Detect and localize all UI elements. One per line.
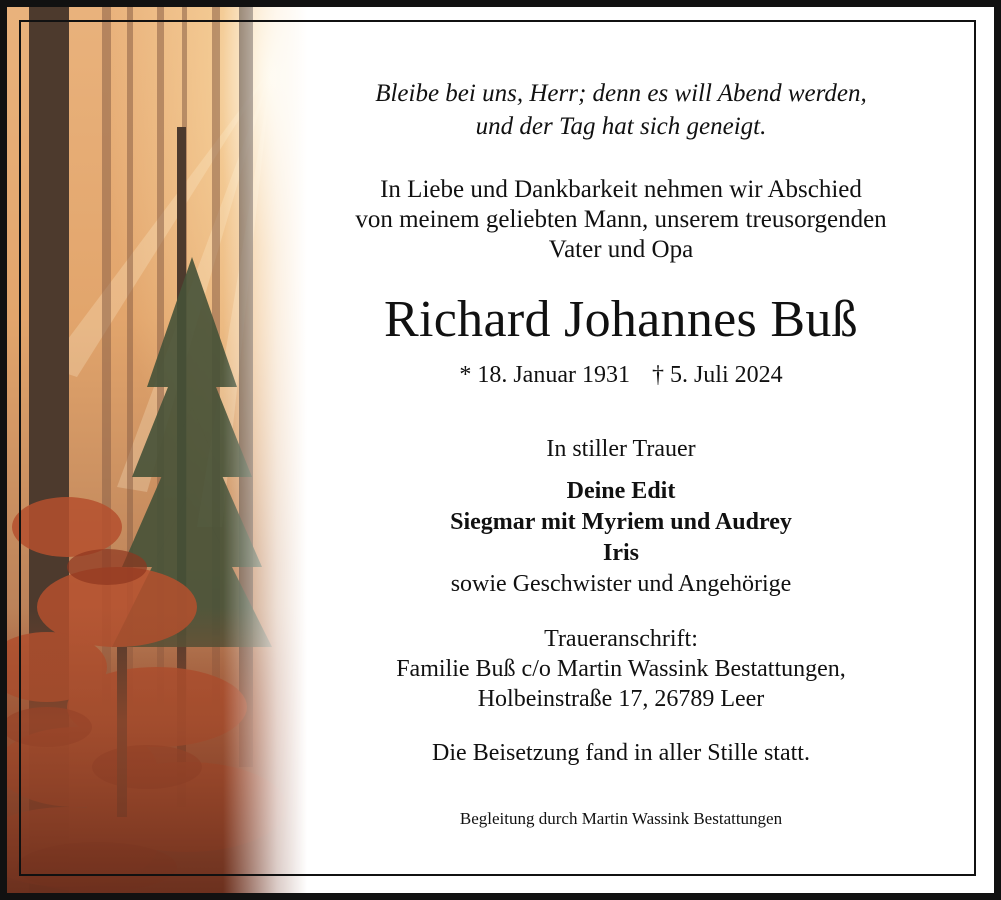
- mourners-extra: sowie Geschwister und Angehörige: [450, 571, 792, 597]
- deceased-name: Richard Johannes Buß: [384, 291, 858, 348]
- verse-line: Bleibe bei uns, Herr; denn es will Abend werden,: [375, 80, 867, 107]
- bible-verse: [307, 77, 935, 143]
- address-label: Traueranschrift:: [544, 626, 698, 652]
- forest-image: [7, 7, 307, 893]
- intro-line: Vater und Opa: [548, 236, 694, 263]
- forest-illustration: [7, 7, 307, 893]
- grief-line: In stiller Trauer: [546, 436, 696, 462]
- intro-line: von meinem geliebten Mann, unserem treusorgenden: [355, 206, 887, 233]
- notice-text: [307, 7, 935, 893]
- mourners-list: [307, 476, 935, 600]
- mourner: Deine Edit: [566, 478, 676, 504]
- address-line: Familie Buß c/o Martin Wassink Bestattungen,: [396, 656, 846, 682]
- verse-line: und der Tag hat sich geneigt.: [475, 113, 767, 140]
- address-line: Holbeinstraße 17, 26789 Leer: [477, 686, 765, 712]
- farewell-intro: [307, 175, 935, 265]
- funeral-home-note: Begleitung durch Martin Wassink Bestattungen: [459, 809, 783, 828]
- intro-line: In Liebe und Dankbarkeit nehmen wir Abschied: [380, 176, 862, 203]
- burial-note: Die Beisetzung fand in aller Stille statt.: [432, 740, 810, 766]
- mourner: Iris: [603, 540, 639, 566]
- mourner: Siegmar mit Myriem und Audrey: [450, 509, 792, 535]
- death-date: † 5. Juli 2024: [651, 362, 783, 388]
- birth-date: * 18. Januar 1931: [459, 362, 630, 388]
- mourning-address: [307, 624, 935, 714]
- life-dates: [307, 360, 935, 390]
